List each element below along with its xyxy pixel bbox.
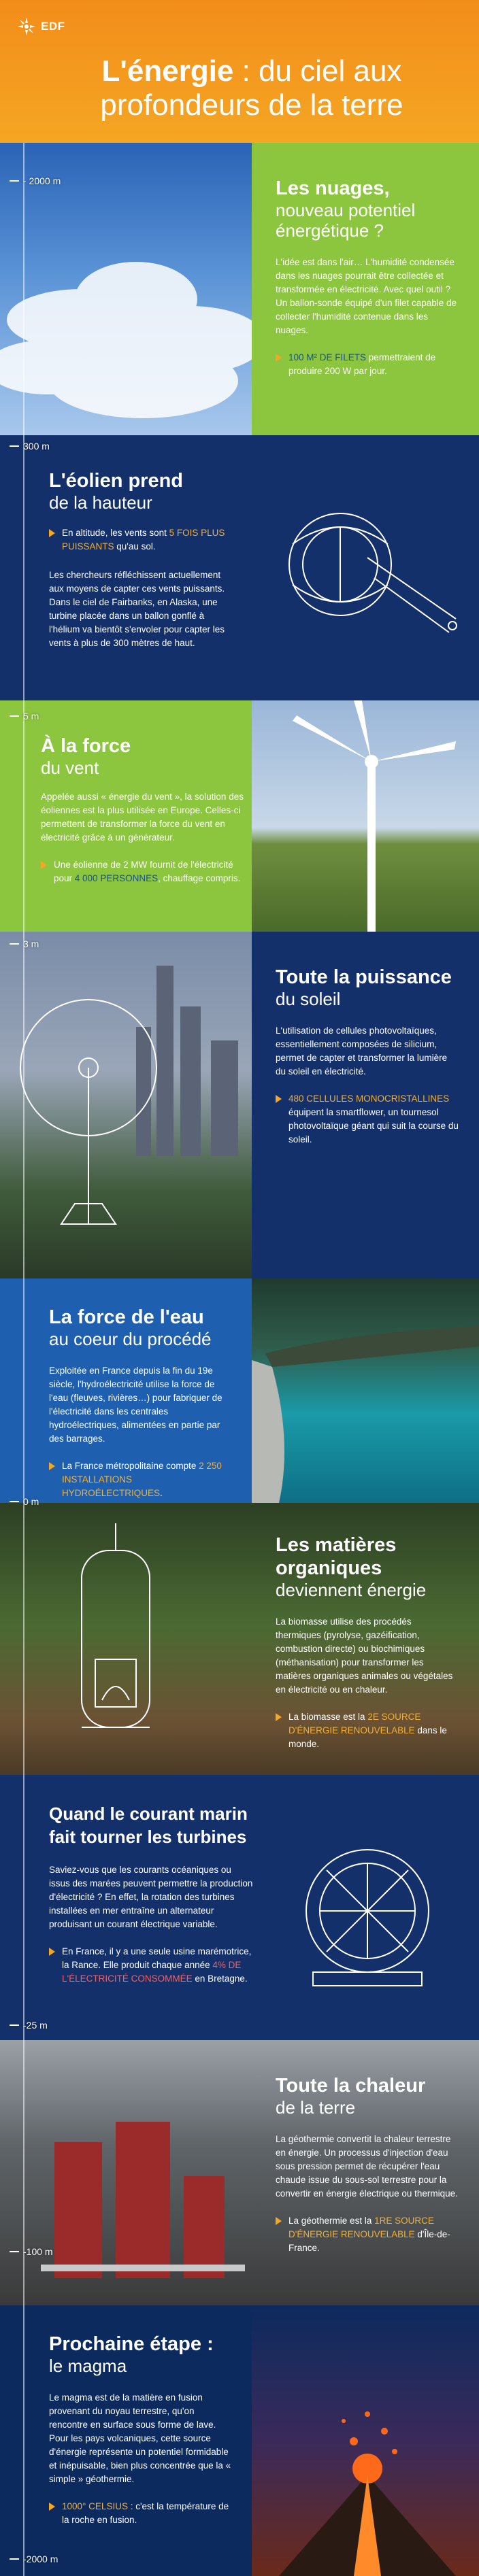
depth-label: 3 m [23, 938, 39, 949]
hydro-text [49, 1278, 233, 1503]
section-bullet [49, 1945, 253, 1986]
section-bullet [49, 2500, 233, 2527]
section-subtitle: le magma [49, 2356, 127, 2376]
section-body: Les chercheurs réfléchissent actuellement aux moyens de capter ces vents puissants. Dans le ciel de Fairbanks, en Alaska, une turbine placée dans un ballon gonflé à l'hélium va bientôt s'envoler pour capter les vents à plus de 300 mètres de haut. [49, 570, 225, 648]
section-body: La géothermie convertit la chaleur terrestre en énergie. Un processus d'injection d'eau sous pression permet de récupérer l'eau chaude issue du sous-sol terrestre pour la convertir en énergie électrique ou thermique. [276, 2134, 458, 2199]
section-bullet [276, 1710, 459, 1751]
section-subtitle: au coeur du procédé [49, 1329, 212, 1349]
depth-label: -25 m [23, 2020, 48, 2031]
section-bullet [276, 1092, 459, 1147]
section-subtitle: du vent [41, 758, 99, 778]
biomass-text [276, 1503, 459, 1775]
section-body: L'idée est dans l'air… L'humidité condensée dans les nuages pourrait être collectée et transformée en électricité. Avec quel outil ? Un ballon-sonde équipé d'un filet capable de collecter l'humidité contenue dans les nuages. [276, 257, 457, 335]
bullet-highlight: 1RE SOURCE D'ÉNERGIE RENOUVELABLE [288, 2216, 434, 2239]
bullet-triangle-icon [276, 2217, 282, 2225]
tick [10, 445, 19, 447]
dam-photo [252, 1278, 479, 1503]
bullet-triangle-icon [49, 2503, 55, 2511]
biomass-boiler-icon [0, 1503, 259, 1775]
bullet-triangle-icon [41, 861, 47, 869]
bullet-text-pre: Une éolienne de 2 MW fournit de l'électricité pour [54, 860, 233, 883]
bullet-text: d'Île-de-France. [288, 2229, 450, 2253]
section-title: À la force [41, 735, 131, 757]
depth-label: -100 m [23, 2246, 53, 2257]
depth-label: 300 m [23, 441, 50, 452]
section-subtitle: deviennent énergie [276, 1580, 427, 1600]
section-bullet [276, 351, 459, 378]
bullet-text: équipent la smartflower, un tournesol photovoltaïque géant qui suit la course du soleil. [288, 1107, 459, 1145]
bullet-text: : c'est la température de la roche en fusion. [62, 2501, 229, 2525]
wind-turbine-photo [252, 700, 479, 932]
bullet-text: qu'au sol. [114, 541, 156, 552]
page-title [75, 54, 429, 122]
bullet-text: dans le monde. [288, 1725, 447, 1749]
wind-text [41, 700, 245, 932]
bullet-text: , chauffage compris. [158, 873, 241, 883]
bullet-highlight: 5 FOIS PLUS PUISSANTS [62, 528, 225, 552]
section-body: Saviez-vous que les courants océaniques ou issus des marées peuvent permettre la production d'électricité ? En effet, la rotation des turbines installées en mer entraîne un alternateur produisant un courant électrique variable. [49, 1865, 253, 1929]
section-bullet [49, 1459, 233, 1500]
section-title: Quand le courant marin [49, 1803, 248, 1824]
section-subtitle: du soleil [276, 989, 341, 1009]
airborne-wind-text [49, 435, 233, 700]
smartflower-icon [0, 932, 252, 1278]
bullet-triangle-icon [276, 1713, 282, 1721]
city-photo [0, 932, 252, 1278]
section-body: Le magma est de la matière en fusion provenant du noyau terrestre, qu'on rencontre en surface sous forme de lave. Pour les pays volcaniques, cette source d'énergie représente un potentiel formidable et inépuisable, bien plus concentrée que la « simple » géothermie. [49, 2392, 231, 2484]
depth-mark [10, 1496, 39, 1507]
tick [10, 2558, 19, 2560]
dam-icon [252, 1278, 479, 1503]
geothermal-plant-icon [0, 2040, 259, 2305]
tick [10, 180, 19, 182]
bullet-highlight: 4% DE L'ÉLECTRICITÉ CONSOMMÉE [62, 1960, 242, 1984]
bullet-triangle-icon [49, 1948, 55, 1956]
section-title: Toute la chaleur [276, 2075, 426, 2097]
depth-ruler [23, 143, 24, 2576]
depth-mark [10, 938, 39, 949]
depth-mark [10, 2554, 58, 2564]
bullet-text-pre: En France, il y a une seule usine marémotrice, la Rance. Elle produit chaque année [62, 1946, 252, 1970]
bullet-highlight: 480 CELLULES MONOCRISTALLINES [288, 1094, 450, 1104]
bullet-text-pre: La France métropolitaine compte [62, 1461, 199, 1471]
depth-label: 0 m [23, 1496, 39, 1507]
section-subtitle: fait tourner les turbines [49, 1827, 247, 1847]
bullet-triangle-icon [276, 1095, 282, 1103]
header [0, 0, 479, 143]
bullet-triangle-icon [49, 529, 55, 537]
volcano-icon [252, 2305, 479, 2576]
bullet-highlight: 2 250 INSTALLATIONS HYDROÉLECTRIQUES [62, 1461, 222, 1498]
tick [10, 2251, 19, 2252]
depth-mark [10, 2020, 48, 2031]
clouds-text [276, 143, 459, 435]
depth-mark [10, 2246, 53, 2257]
depth-label: -2000 m [23, 2554, 59, 2564]
depth-label: - 2000 m [23, 175, 61, 186]
section-subtitle: de la hauteur [49, 492, 152, 513]
section-title: Prochaine étape : [49, 2333, 214, 2355]
bullet-text: permettraient de produire 200 W par jour. [288, 352, 436, 376]
tidal-text [49, 1775, 253, 2040]
tick [10, 1501, 19, 1502]
section-wind [0, 700, 479, 932]
section-airborne-wind [0, 435, 479, 700]
section-body: Appelée aussi « énergie du vent », la solution des éoliennes est la plus utilisée en Europe. Celles-ci permettent de transformer la force du vent en électricité grâce à un générateur. [41, 792, 244, 843]
depth-mark [10, 175, 61, 186]
bullet-text-pre: En altitude, les vents sont [62, 528, 169, 538]
depth-label: 5 m [23, 711, 39, 722]
bullet-text-pre: La biomasse est la [288, 1712, 368, 1722]
bullet-triangle-icon [276, 354, 282, 362]
section-subtitle: de la terre [276, 2097, 356, 2118]
cloud-shapes [0, 143, 252, 435]
bullet-triangle-icon [49, 1462, 55, 1470]
section-body: L'utilisation de cellules photovoltaïques, essentiellement composées de silicium, permet de capter et transformer la lumière du soleil en électricité. [276, 1026, 448, 1077]
volcano-photo [252, 2305, 479, 2576]
section-bullet [276, 2214, 459, 2255]
section-subtitle: nouveau potentiel énergétique ? [276, 200, 416, 241]
tick [10, 2024, 19, 2026]
section-title: Toute la puissance [276, 966, 452, 988]
tidal-turbine-icon [272, 1829, 463, 2006]
section-biomass [0, 1503, 479, 1775]
geothermal-text [276, 2040, 459, 2305]
tick [10, 715, 19, 717]
section-bullet [41, 858, 245, 885]
bullet-highlight: 4 000 PERSONNES [74, 873, 159, 883]
section-body: Exploitée en France depuis la fin du 19e siècle, l'hydroélectricité utilise la force de l'eau (fleuves, rivières…) pour fabriquer de l'électricité dans les centrales hydroélectriques, alimentées en partie par des barrages. [49, 1366, 222, 1444]
bullet-text-pre: La géothermie est la [288, 2216, 375, 2226]
section-geothermal [0, 2040, 479, 2305]
section-title: Les matières organiques [276, 1534, 397, 1579]
section-title: Les nuages, [276, 177, 390, 199]
bullet-highlight: 1000° CELSIUS [62, 2501, 128, 2511]
clouds-photo [0, 143, 252, 435]
section-tidal [0, 1775, 479, 2040]
section-body: La biomasse utilise des procédés thermiques (pyrolyse, gazéification, combustion directe) ou biochimiques (méthanisation) pour transformer les matières organiques animales ou végétales en électricité ou en chaleur. [276, 1616, 453, 1695]
magma-text [49, 2305, 233, 2576]
bullet-text: en Bretagne. [192, 1973, 248, 1984]
section-bullet [49, 526, 233, 554]
bullet-text: . [160, 1488, 163, 1498]
wind-turbine-icon [252, 700, 479, 932]
depth-mark [10, 441, 50, 452]
section-sun [0, 932, 479, 1278]
section-title: La force de l'eau [49, 1306, 204, 1328]
sun-text [276, 932, 459, 1278]
depth-mark [10, 711, 39, 722]
edf-logo-icon [16, 16, 37, 37]
bullet-highlight: 100 M² DE FILETS [288, 352, 367, 362]
airborne-turbine-icon [265, 483, 463, 660]
tick [10, 943, 19, 945]
section-magma [0, 2305, 479, 2576]
edf-logo [16, 16, 65, 37]
page-title-bold: L'énergie [101, 54, 234, 88]
section-hydro [0, 1278, 479, 1503]
page-title-rest: : du ciel aux profondeurs de la terre [100, 54, 403, 122]
section-title: L'éolien prend [49, 470, 184, 492]
section-clouds [0, 143, 479, 435]
brand-name: EDF [41, 20, 65, 33]
bullet-highlight: 2E SOURCE D'ÉNERGIE RENOUVELABLE [288, 1712, 421, 1735]
